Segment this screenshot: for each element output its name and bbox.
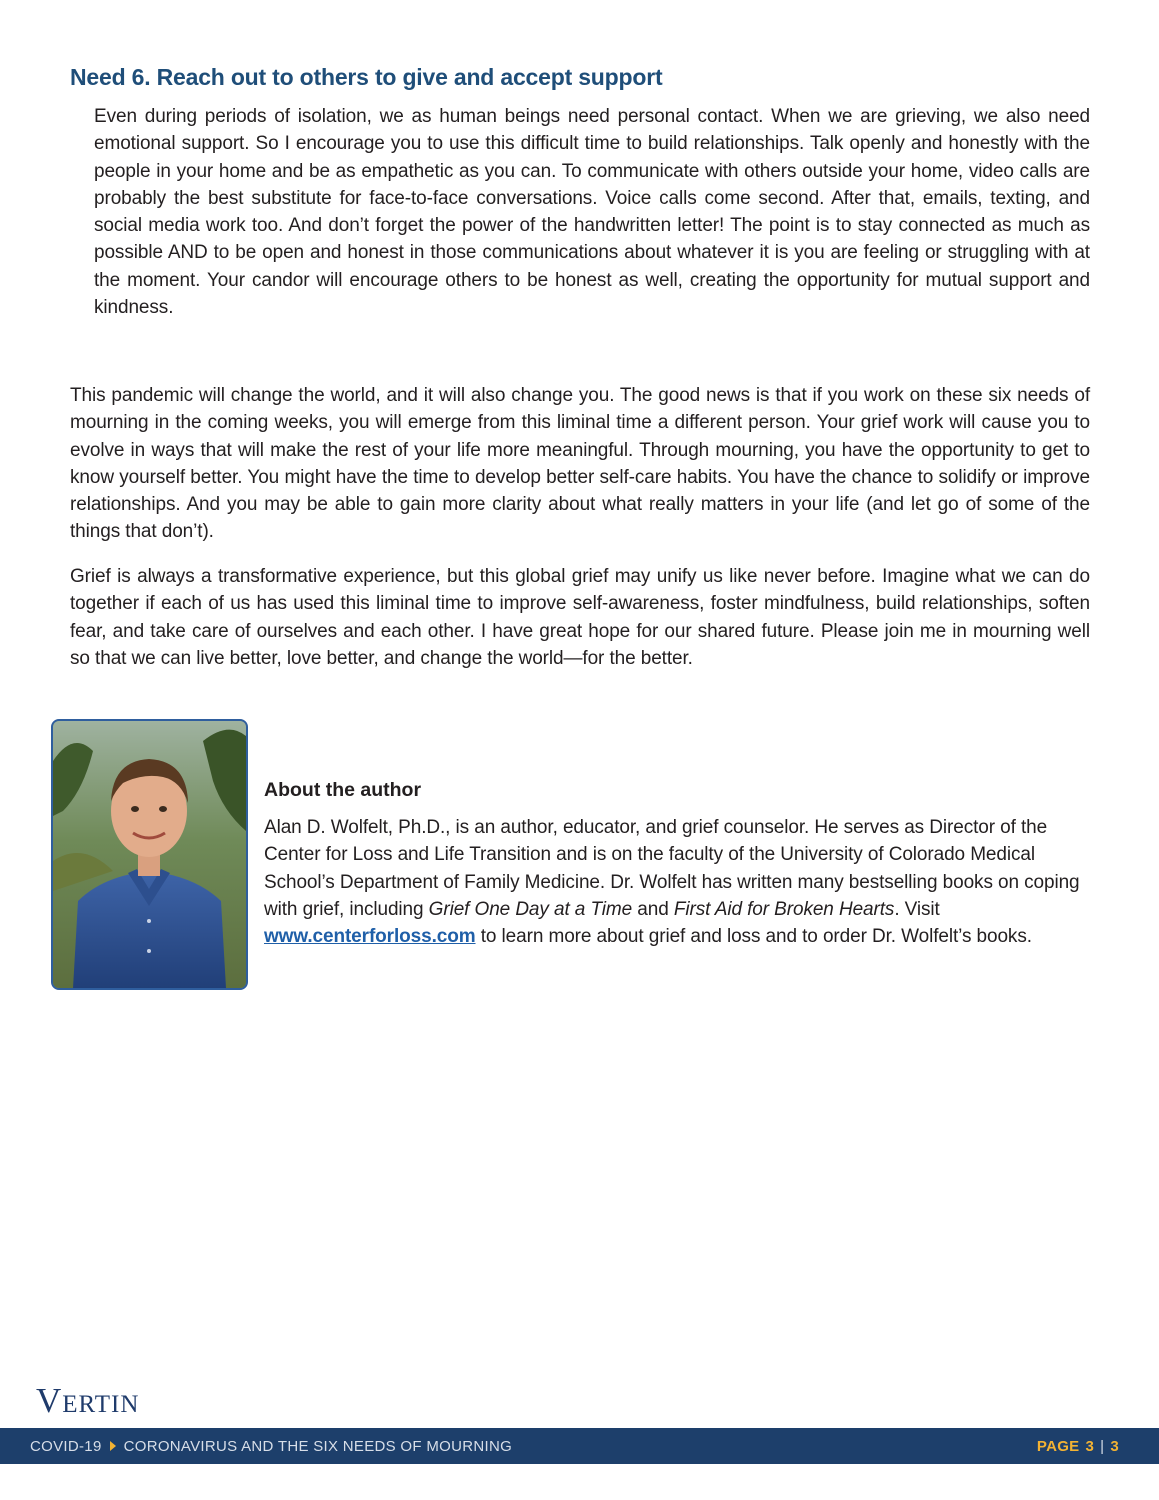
footer-bar [0,1428,1159,1464]
author-portrait-image [53,721,246,988]
about-text-2: and [632,898,674,920]
book-title-first-aid: First Aid for Broken Hearts [673,898,895,920]
page-total: 3 [1110,1437,1119,1455]
page-label: PAGE [1036,1437,1080,1455]
page-separator: | [1100,1437,1105,1455]
vertin-logo: Vertin [36,1381,140,1420]
centerforloss-link[interactable]: www.centerforloss.com [264,926,476,948]
about-author-body [264,814,1090,950]
author-photo [51,719,248,990]
need-6-body: Even during periods of isolation, we as human beings need personal contact. When we are grieving, we also need emotional support. So I encourage you to use this difficult time to build relationships. Talk openly and honestly with the people in your home and be as empathetic as you can. To communicate with others outside your home, video calls are probably the best substitute for face-to-face conversations. Voice calls come second. After that, emails, texting, and social media work too. And don’t forget the power of the handwritten letter! The point is to stay connected as much as possible AND to be open and honest in those communications about whatever it is you are feeling or struggling with at the moment. Your candor will encourage others to be honest as well, creating the opportunity for mutual support and kindness. [94,106,1090,319]
footer-title: CORONAVIRUS AND THE SIX NEEDS OF MOURNING [123,1437,513,1455]
arrow-right-icon [110,1441,116,1451]
about-text-1: Alan D. Wolfelt, Ph.D., is an author, educator, and grief counselor. He serves as Director of the Center for Loss and Life Transition and is on the faculty of the University of Colorado Medical School’s Department of Family Medicine. Dr. Wolfelt has written many bestselling books on coping with grief, including [264,817,1080,920]
about-text-3: . Visit [894,898,940,920]
closing-paragraph-2: Grief is always a transformative experience, but this global grief may unify us like never before. Imagine what we can do together if each of us has used this liminal time to improve self-awareness, foster mindfulness, build relationships, soften fear, and take care of ourselves and each other. I have great hope for our shared future. Please join me in mourning well so that we can live better, love better, and change the world—for the better. [70,566,1090,669]
footer-document-title [30,1438,512,1455]
need-6-heading: Need 6. Reach out to others to give and accept support [70,64,663,90]
page-current: 3 [1085,1437,1095,1455]
about-author-heading: About the author [264,779,422,801]
about-text-4: to learn more about grief and loss and to order Dr. Wolfelt’s books. [475,926,1032,948]
footer-section: COVID-19 [30,1437,102,1455]
page-indicator [1037,1438,1119,1455]
book-title-grief-one-day: Grief One Day at a Time [428,898,633,920]
closing-paragraph-1: This pandemic will change the world, and it will also change you. The good news is that if you work on these six needs of mourning in the coming weeks, you will emerge from this liminal time a different person. Your grief work will cause you to evolve in ways that will make the rest of your life more meaningful. Through mourning, you have the opportunity to get to know yourself better. You might have the time to develop better self-care habits. You have the chance to solidify or improve relationships. And you may be able to gain more clarity about what really matters in your life (and let go of some of the things that don’t). [70,385,1090,543]
